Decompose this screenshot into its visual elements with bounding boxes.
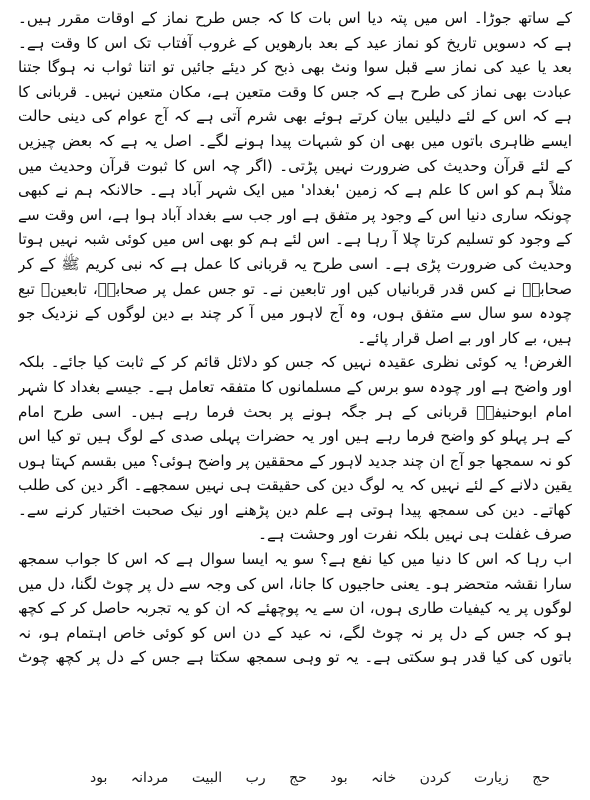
urdu-body-text <box>18 6 572 670</box>
text-line: سارا نقشہ متحضر ہو۔ یعنی حاجیوں کا جانا، اس کی وجہ سے دل پر چوٹ لگنا، دل میں <box>18 574 572 593</box>
text-line: یقین دلانے کے لئے نہیں کہ یہ لوگ دین کی حقیقت ہی نہیں سمجھے۔ اگر دین کی طلب <box>18 476 572 495</box>
verse-word: حج <box>289 770 307 786</box>
text-line: ہیں، بے کار اور بے اصل قرار پائے۔ <box>357 328 572 347</box>
text-line: عبادت بھی نماز کی طرح ہے کہ جس کا وقت متعین ہے، مکان متعین نہیں۔ قربانی کا <box>18 82 572 101</box>
verse-word: مردانہ <box>130 770 169 786</box>
text-line: کھاتے۔ دین کی سمجھ پیدا ہوتی ہے علم دین پڑھنے اور نیک صحبت اختیار کرنے سے۔ <box>18 500 572 519</box>
text-line: ایسے ظاہری باتوں میں بھی ان کو شبہات پیدا ہونے لگے۔ اصل یہ ہے کہ بعض چیزیں <box>18 131 572 150</box>
text-line: چونکہ ساری دنیا اس کے وجود پر متفق ہے اور جب سے بغداد آباد ہوا ہے، اس وقت سے <box>18 205 572 224</box>
text-line: مثلاً ہم کو اس کا علم ہے کہ زمین 'بغداد' میں ایک شہر آباد ہے۔ حالانکہ ہم نے کبھی <box>18 181 572 200</box>
verse-word: کردن <box>419 770 451 786</box>
text-line: ہو کہ جس کے دل پر نہ چوٹ لگے، نہ عید کے دن اس کو کوئی خاص اہتمام ہو، نہ <box>18 623 572 642</box>
text-line: صرف غفلت ہی نہیں بلکہ نفرت اور وحشت ہے۔ <box>258 525 572 544</box>
text-line: لوگوں پر یہ کیفیات طاری ہوں، ان سے یہ پوچھئے کہ ان کو یہ تجربہ حاصل کر کے کچھ <box>18 599 572 618</box>
verse-word: حج <box>532 770 550 786</box>
text-line: بعد یا عید کی نماز سے قبل سوا ونٹ بھی ذبح کر دیئے جائیں تو اتنا ثواب نہ ہوگا جتنا <box>18 58 572 77</box>
text-line: ہے کہ اس کے لئے دلیلیں بیان کرتے ہوئے بھی شرم آتی ہے کہ آج عوام کی دینی حالت <box>18 107 572 126</box>
verse-word: بود <box>90 770 108 786</box>
verse-word: بود <box>330 770 348 786</box>
text-line: ہے کہ دسویں تاریخ کو نماز عید کے بعد بارھویں کے غروب آفتاب تک اس کا وقت ہے۔ <box>18 33 572 52</box>
text-line: کے وجود کو تسلیم کرتا چلا آ رہا ہے۔ اس لئے ہم کو بھی اس میں کوئی شبہ نہیں ہوتا <box>18 230 572 249</box>
text-line: کو نہ سمجھا جو آج ان چند جدید لاہور کے محققین پر واضح ہوئی؟ میں بقسم کہتا ہوں <box>18 451 572 470</box>
verse-word: خانہ <box>371 770 397 786</box>
text-line: کے لئے قرآن وحدیث کی ضرورت نہیں پڑتی۔ (اگر چہ اس کا ثبوت قرآن وحدیث میں <box>18 156 572 175</box>
text-line: صحابہؓ نے کس قدر قربانیاں کیں اور تابعین نے۔ تو جس عمل پر صحابہؓ، تابعینؒ تبع <box>18 279 572 298</box>
persian-verse <box>90 770 550 786</box>
verse-word: البیت <box>191 770 223 786</box>
verse-word: رب <box>245 770 266 786</box>
verse-word: زیارت <box>473 770 509 786</box>
text-line: وحدیث کی ضرورت پڑی ہے۔ اسی طرح یہ قربانی کا عمل ہے کہ نبی کریم ﷺ کے کر <box>18 254 572 273</box>
text-line: چودہ سو سال سے متفق ہوں، وہ آج لاہور میں آ کر چند بے دین لوگوں کے نزدیک جو <box>18 304 572 323</box>
text-line: کے ہر پہلو کو واضح فرما رہے ہیں اور یہ حضرات پہلی صدی کے لوگ ہیں تو کیا اس <box>18 427 572 446</box>
text-line: اور واضح ہے اور چودہ سو برس کے مسلمانوں کا متفقہ تعامل ہے۔ جیسے بغداد کا شہر <box>18 377 572 396</box>
text-line: اب رہا کہ اس کا دنیا میں کیا نفع ہے؟ سو یہ ایسا سوال ہے کہ اس کا جواب سمجھ <box>18 550 572 569</box>
text-line: باتوں کی کیا قدر ہو سکتی ہے۔ یہ تو وہی سمجھ سکتا ہے جس کے دل پر کچھ چوٹ <box>18 648 572 667</box>
text-line: الغرض! یہ کوئی نظری عقیدہ نہیں کہ جس کو دلائل قائم کر کے ثابت کیا جائے۔ بلکہ <box>18 353 572 372</box>
text-line: کے ساتھ جوڑا۔ اس میں پتہ دیا اس بات کا کہ جس طرح نماز کے اوقات مقرر ہیں۔ <box>18 9 572 27</box>
text-line: امام ابوحنیفہؒ قربانی کے ہر جگہ ہونے پر بحث فرما رہے ہیں۔ اسی طرح امام <box>18 402 572 421</box>
